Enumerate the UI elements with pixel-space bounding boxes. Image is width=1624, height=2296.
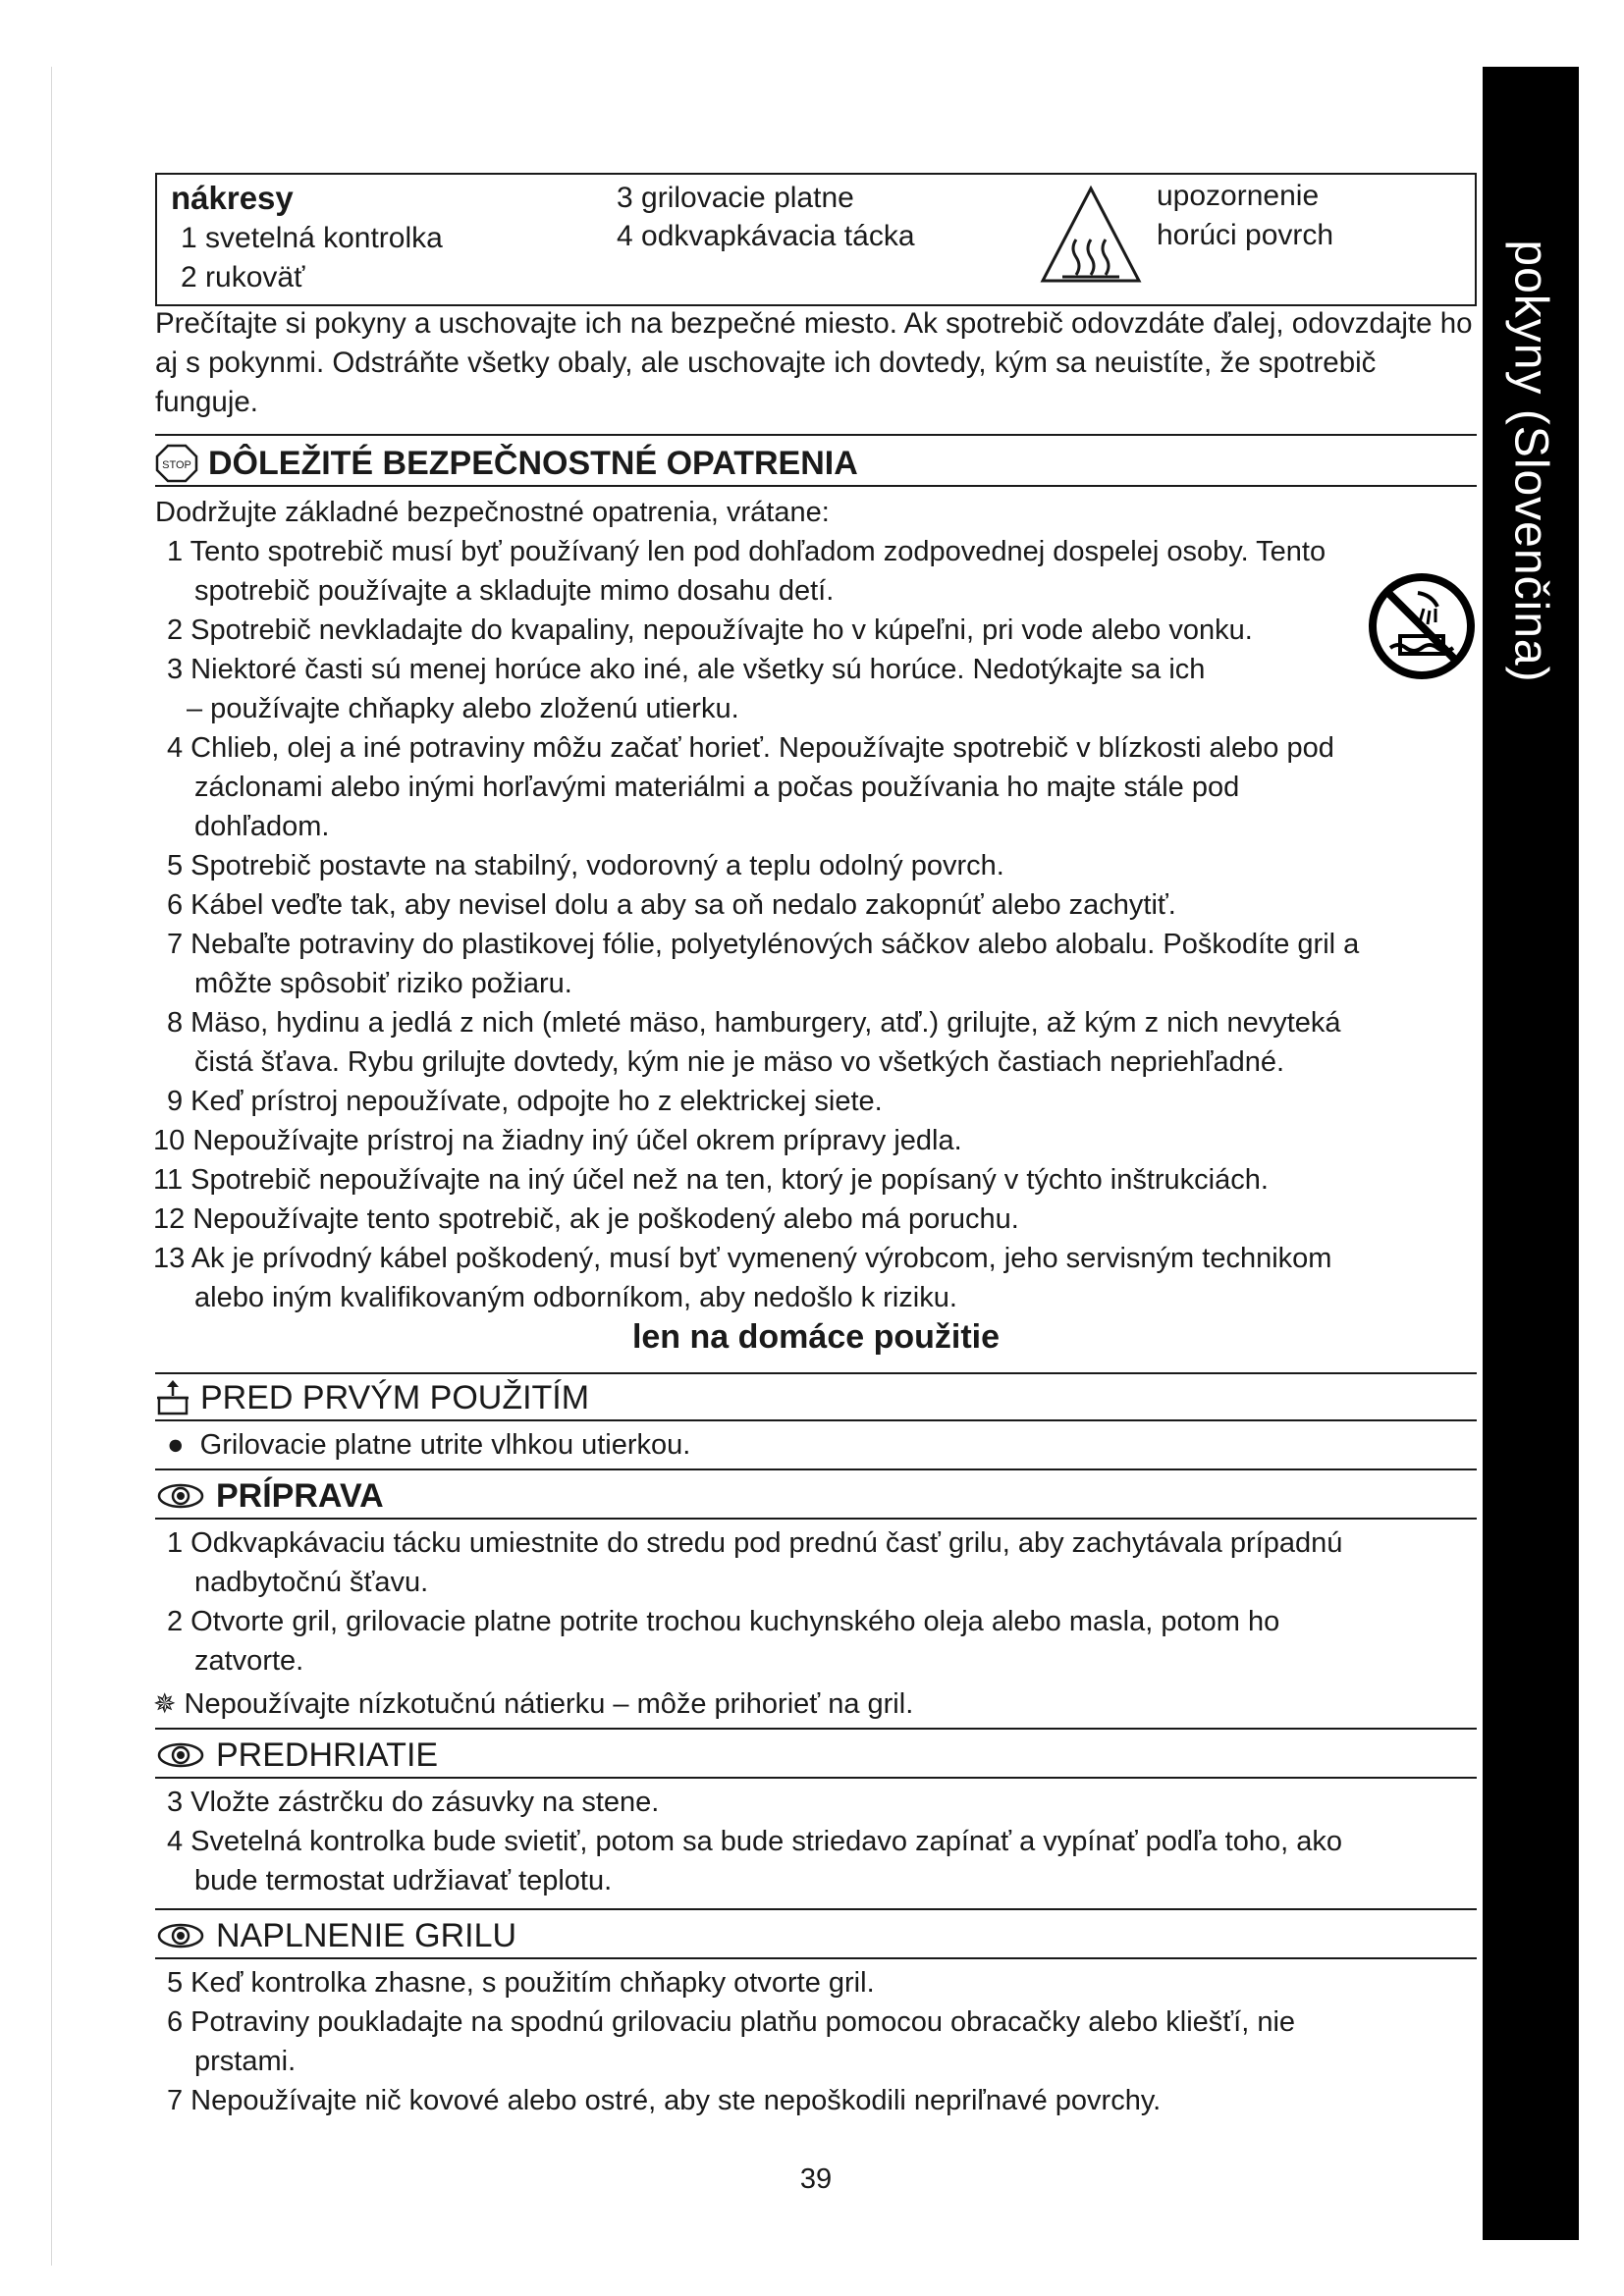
legend-item-1: 1 svetelná kontrolka [181,222,443,254]
safety-lead: Dodržujte základné bezpečnostné opatrenia, vrátane: [155,497,830,528]
rule [155,1728,1477,1730]
stop-icon [155,444,198,483]
prep-line-2a: 2 Otvorte gril, grilovacie platne potrite trochou kuchynského oleja alebo masla, potom ho [167,1606,1280,1637]
safety-line-12: 12 Nepoužívajte tento spotrebič, ak je poškodený alebo má poruchu. [153,1203,1019,1235]
safety-line-8a: 8 Mäso, hydinu a jedlá z nich (mleté mäso, hamburgery, atď.) grilujte, až kým z nich nevyteká [167,1007,1341,1039]
language-side-tab-label: pokyny (Slovenčina) [1504,240,1557,683]
eye-icon [155,1921,206,1950]
bullet-icon: ● [167,1429,185,1461]
legend-warning-label: upozornenie [1157,180,1320,212]
safety-line-8b: čistá šťava. Rybu grilujte dovtedy, kým nie je mäso vo všetkých častiach nepriehľadné. [194,1046,1285,1078]
preheat-heading-label: PREDHRIATIE [216,1736,439,1775]
fill-line-6a: 6 Potraviny poukladajte na spodnú grilovaciu platňu pomocou obracačky alebo kliešťí, nie [167,2006,1296,2038]
safety-line-1a: 1 Tento spotrebič musí byť používaný len pod dohľadom zodpovednej dospelej osoby. Tento [167,536,1326,567]
legend-item-3: 3 grilovacie platne [617,182,854,214]
rule [155,1908,1477,1910]
intro-paragraph: Prečítajte si pokyny a uschovajte ich na bezpečné miesto. Ak spotrebič odovzdáte ďalej, odovzdajte ho aj s pokynmi. Odstráňte všetky obaly, ale uschovajte ich dovtedy, kým sa neuistíte, že spotrebič funguje. [155,307,1473,418]
preheat-line-4a: 4 Svetelná kontrolka bude svietiť, potom sa bude striedavo zapínať a vypínať podľa toho, ako [167,1826,1343,1857]
safety-line-2: 2 Spotrebič nevkladajte do kvapaliny, nepoužívajte ho v kúpeľni, pri vode alebo vonku. [167,614,1253,646]
safety-line-3a: 3 Niektoré časti sú menej horúce ako iné, ale všetky sú horúce. Nedotýkajte sa ich [167,654,1206,685]
prep-tip-text: Nepoužívajte nízkotučnú nátierku – môže prihorieť na gril. [184,1688,914,1720]
prep-tip [153,1684,913,1724]
page-number: 39 [799,2163,833,2195]
safety-line-7a: 7 Nebaľte potraviny do plastikovej fólie, polyetylénových sáčkov alebo alobalu. Poškodíte gril a [167,929,1360,960]
safety-line-4c: dohľadom. [194,811,330,842]
preheat-line-4b: bude termostat udržiavať teplotu. [194,1865,613,1896]
safety-line-11: 11 Spotrebič nepoužívajte na iný účel než na ten, ktorý je popísaný v týchto inštrukciách. [153,1164,1269,1196]
eye-icon [155,1481,206,1511]
rule [155,434,1477,436]
rule [155,485,1477,487]
safety-line-1b: spotrebič používajte a skladujte mimo dosahu detí. [194,575,835,607]
legend-item-4: 4 odkvapkávacia tácka [617,220,915,252]
stop-icon-label: STOP [162,459,191,472]
first-use-bullet [167,1425,690,1465]
preheat-heading [155,1732,438,1777]
safety-heading [155,440,858,485]
legend-title: nákresy [171,180,294,216]
rule [155,1419,1477,1421]
rule [155,1957,1477,1959]
hot-surface-warning-icon [1039,183,1143,285]
safety-line-4b: záclonami alebo inými horľavými materiálmi a počas používania ho majte stále pod [194,772,1240,803]
safety-line-6: 6 Kábel veďte tak, aby nevisel dolu a aby sa oň nedalo zakopnúť alebo zachytiť. [167,889,1176,921]
rule [155,1777,1477,1779]
fill-line-7: 7 Nepoužívajte nič kovové alebo ostré, aby ste nepoškodili nepriľnavé povrchy. [167,2085,1162,2116]
domestic-use-heading: len na domáce použitie [631,1318,1001,1356]
first-use-heading-label: PRED PRVÝM POUŽITÍM [200,1379,590,1417]
prep-line-2b: zatvorte. [194,1645,304,1677]
eye-icon [155,1740,206,1770]
prep-heading-label: PRÍPRAVA [216,1477,384,1516]
rule [155,1518,1477,1520]
unpack-box-icon [155,1378,190,1417]
rule [155,1468,1477,1470]
prep-heading [155,1472,384,1518]
safety-heading-label: DÔLEŽITÉ BEZPEČNOSTNÉ OPATRENIA [208,445,858,483]
safety-line-9: 9 Keď prístroj nepoužívate, odpojte ho z elektrickej siete. [167,1086,883,1117]
first-use-heading [155,1374,589,1419]
fill-heading-label: NAPLNENIE GRILU [216,1917,517,1955]
do-not-immerse-icon [1367,571,1477,681]
safety-line-3b: – používajte chňapky alebo zloženú utierku. [187,693,739,724]
page-edge-line [51,67,52,2266]
fill-line-6b: prstami. [194,2046,297,2077]
safety-line-4a: 4 Chlieb, olej a iné potraviny môžu začať horieť. Nepoužívajte spotrebič v blízkosti alebo pod [167,732,1334,764]
legend-warning-text: horúci povrch [1157,219,1334,251]
safety-line-13a: 13 Ak je prívodný kábel poškodený, musí byť vymenený výrobcom, jeho servisným technikom [153,1243,1332,1274]
safety-line-7b: môžte spôsobiť riziko požiaru. [194,968,572,999]
tip-star-icon: ✵ [153,1688,177,1719]
legend-item-2: 2 rukoväť [181,261,305,294]
fill-line-5: 5 Keď kontrolka zhasne, s použitím chňapky otvorte gril. [167,1967,875,1999]
fill-heading [155,1912,516,1957]
prep-line-1a: 1 Odkvapkávaciu tácku umiestnite do stredu pod prednú časť grilu, aby zachytávala prípadnú [167,1527,1343,1559]
prep-line-1b: nadbytočnú šťavu. [194,1567,429,1598]
diagram-legend [155,173,1477,306]
first-use-bullet-text: Grilovacie platne utrite vlhkou utierkou. [199,1429,691,1461]
safety-line-5: 5 Spotrebič postavte na stabilný, vodorovný a teplu odolný povrch. [167,850,1004,881]
safety-line-10: 10 Nepoužívajte prístroj na žiadny iný účel okrem prípravy jedla. [153,1125,962,1156]
preheat-line-3: 3 Vložte zástrčku do zásuvky na stene. [167,1787,660,1818]
safety-line-13b: alebo iným kvalifikovaným odborníkom, aby nedošlo k riziku. [194,1282,957,1313]
